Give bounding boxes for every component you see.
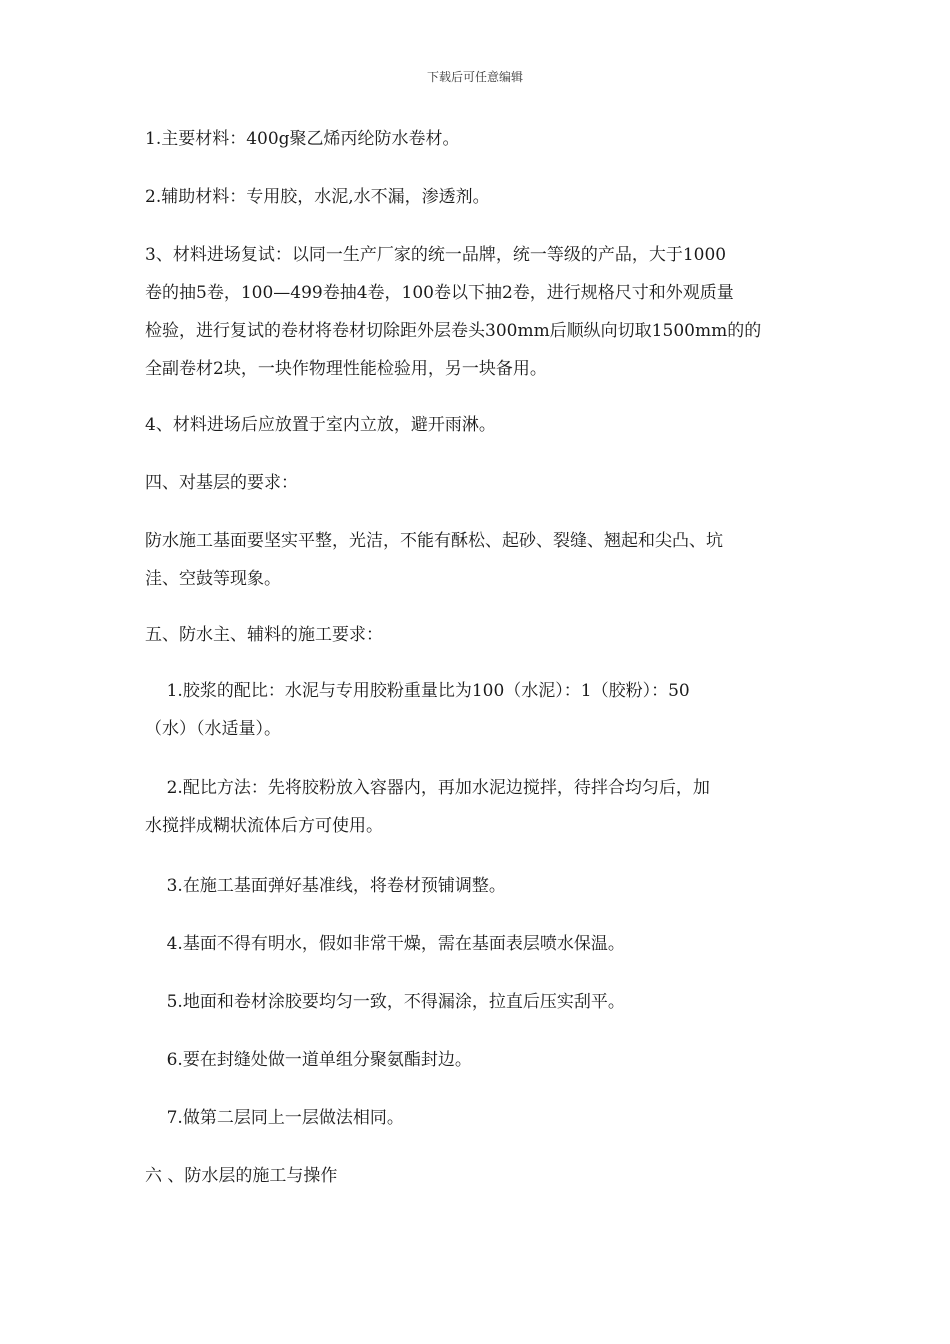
text-line: 水搅拌成糊状流体后方可使用。 <box>145 816 383 836</box>
text-line: 2.辅助材料：专用胶，水泥,水不漏，渗透剂。 <box>145 187 490 207</box>
paragraph-aux-material <box>145 183 810 212</box>
text-line: （水）（水适量）。 <box>145 719 281 739</box>
paragraph-step-2 <box>145 774 810 841</box>
paragraph-base-requirements <box>145 527 810 594</box>
paragraph-step-1 <box>145 677 810 744</box>
section-heading-6 <box>145 1162 810 1191</box>
text-line: 4.基面不得有明水，假如非常干燥，需在基面表层喷水保温。 <box>145 934 625 954</box>
text-line: 四、对基层的要求： <box>145 473 298 493</box>
paragraph-retest <box>145 241 810 384</box>
paragraph-step-5 <box>145 988 810 1017</box>
text-line: 1.主要材料：400g聚乙烯丙纶防水卷材。 <box>145 129 460 149</box>
text-line: 3、材料进场复试：以同一生产厂家的统一品牌，统一等级的产品，大于1000 <box>145 245 727 265</box>
text-line: 全副卷材2块，一块作物理性能检验用，另一块备用。 <box>145 359 547 379</box>
paragraph-main-material <box>145 125 810 154</box>
text-line: 五、防水主、辅料的施工要求： <box>145 625 383 645</box>
text-line: 2.配比方法：先将胶粉放入容器内，再加水泥边搅拌，待拌合均匀后，加 <box>145 778 710 798</box>
text-line: 5.地面和卷材涂胶要均匀一致，不得漏涂，拉直后压实刮平。 <box>145 992 625 1012</box>
text-line: 洼、空鼓等现象。 <box>145 569 281 589</box>
paragraph-step-3 <box>145 872 810 901</box>
text-line: 3.在施工基面弹好基准线，将卷材预铺调整。 <box>145 876 506 896</box>
paragraph-step-7 <box>145 1104 810 1133</box>
page-header: 下载后可任意编辑 <box>426 70 523 84</box>
section-heading-5 <box>145 621 810 650</box>
text-line: 7.做第二层同上一层做法相同。 <box>145 1108 404 1128</box>
text-line: 防水施工基面要坚实平整，光洁，不能有酥松、起砂、裂缝、翘起和尖凸、坑 <box>145 531 723 551</box>
paragraph-step-4 <box>145 930 810 959</box>
text-line: 六 、防水层的施工与操作 <box>145 1166 338 1186</box>
text-line: 6.要在封缝处做一道单组分聚氨酯封边。 <box>145 1050 472 1070</box>
paragraph-storage <box>145 411 810 440</box>
paragraph-step-6 <box>145 1046 810 1075</box>
text-line: 1.胶浆的配比：水泥与专用胶粉重量比为100（水泥）：1（胶粉）：50 <box>145 681 690 701</box>
section-heading-4 <box>145 469 810 498</box>
text-line: 4、材料进场后应放置于室内立放，避开雨淋。 <box>145 415 496 435</box>
text-line: 卷的抽5卷，100—499卷抽4卷，100卷以下抽2卷，进行规格尺寸和外观质量 <box>145 283 734 303</box>
text-line: 检验，进行复试的卷材将卷材切除距外层卷头300mm后顺纵向切取1500mm的的 <box>145 321 762 341</box>
